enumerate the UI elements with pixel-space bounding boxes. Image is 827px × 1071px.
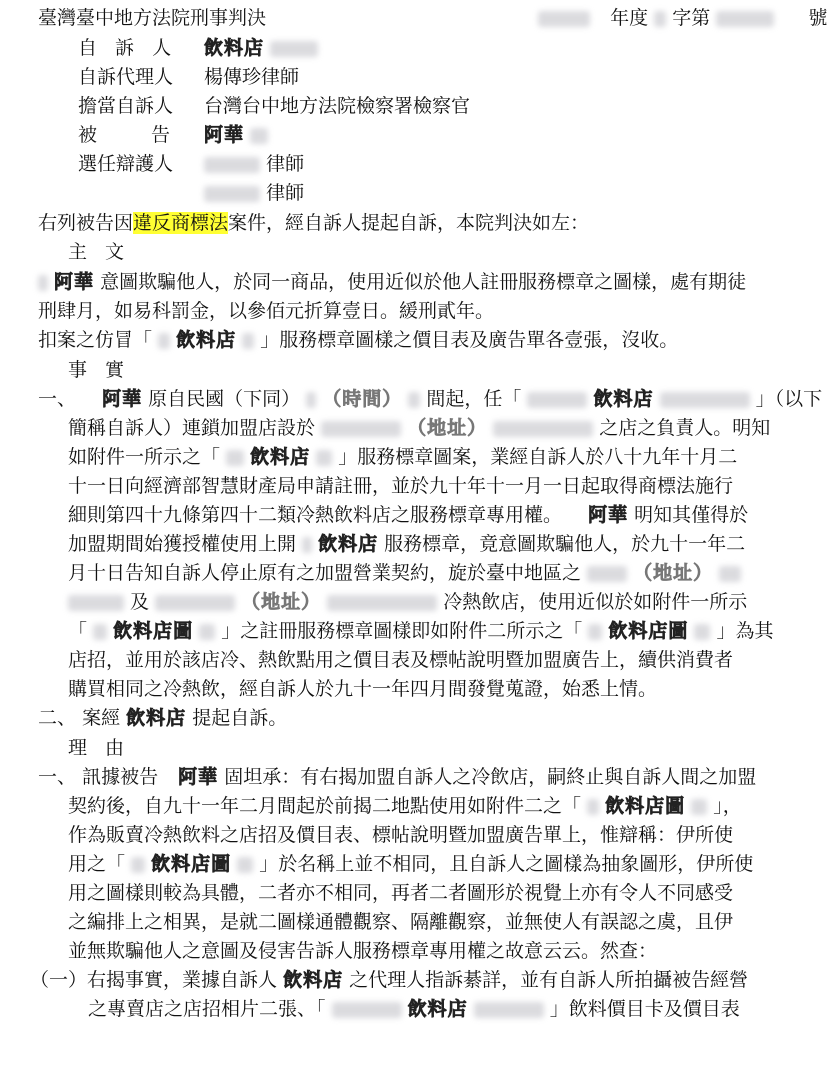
reasons-line-7: 並無欺騙他人之意圖及侵害告訴人服務標章專用權之故意云云。然查：	[68, 940, 658, 962]
section-reasons-title: 理 由	[68, 737, 131, 759]
text: 固坦承：有右揭加盟自訴人之冷飲店，嗣終止與自訴人間之加盟	[224, 766, 757, 788]
text: 月十日告知自訴人停止原有之加盟營業契約，旋於臺中地區之	[68, 562, 582, 584]
item-number: 二、	[38, 707, 77, 729]
redacted	[474, 1002, 544, 1018]
text: 」，	[713, 795, 742, 817]
redacted	[302, 537, 312, 553]
redacted	[270, 41, 318, 57]
reasons-line-2	[68, 794, 742, 818]
party-defense-1	[78, 152, 304, 176]
text: 」於名稱上並不相同，且自訴人之圖樣為抽象圖形，伊所使	[259, 853, 754, 875]
redacted	[408, 392, 420, 408]
main-line-3	[38, 328, 678, 352]
reasons-line-4	[68, 852, 753, 876]
party-name: 飲料店	[204, 37, 265, 59]
facts-line-10: 店招，並用於該店冷、熱飲點用之價目表及標帖說明暨加盟廣告上，續供消費者	[68, 649, 734, 671]
shop-logo-name: 飲料店圖	[151, 853, 232, 875]
text: 提起自訴。	[192, 707, 288, 729]
text: 訊據被告	[82, 766, 159, 788]
facts-line-11: 購買相同之冷熱飲，經自訴人於九十一年四月間發覺蒐證，始悉上情。	[68, 678, 658, 700]
text: 間起，任「	[426, 388, 522, 410]
shop-name: 飲料店	[283, 969, 344, 991]
defendant-name: 阿華	[588, 504, 629, 526]
redacted	[226, 450, 244, 466]
facts-line-12	[38, 706, 287, 730]
reasons-line-8	[30, 968, 748, 992]
party-plaintiff-agent	[78, 65, 299, 89]
redacted	[587, 566, 627, 582]
text: 冷熱飲店，使用近似於如附件一所示	[443, 591, 748, 613]
redacted-year	[538, 11, 590, 27]
text: 明知其僅得於	[634, 504, 749, 526]
shop-name: 飲料店	[407, 998, 468, 1020]
defendant-name: 阿華	[102, 388, 143, 410]
shop-logo-name: 飲料店圖	[113, 620, 194, 642]
redacted	[93, 624, 107, 640]
text: 」為其	[716, 620, 774, 642]
main-text: 意圖欺騙他人，於同一商品，使用近似於他人註冊服務標章之圖樣，處有期徒	[100, 271, 747, 293]
text: 」飲料價目卡及價目表	[549, 998, 740, 1020]
reasons-line-5: 用之圖樣則較為具體，二者亦不相同，再者二者圖形於視覺上亦有令人不同感受	[68, 882, 734, 904]
redacted	[691, 799, 707, 815]
text: 之專賣店之店招相片二張、「	[88, 998, 326, 1020]
party-name: 阿華	[204, 124, 245, 146]
defendant-name: 阿華	[54, 271, 95, 293]
reasons-line-6: 之編排上之相異，是就二圖樣通體觀察、隔離觀察，並無使人有誤認之虞，且伊	[68, 911, 734, 933]
intro-post: 案件，經自訴人提起自訴，本院判決如左：	[228, 212, 590, 234]
redacted	[204, 157, 260, 173]
text: 原自民國（下同）	[148, 388, 301, 410]
item-number: 一、	[38, 388, 77, 410]
text: 如附件一所示之「	[68, 446, 221, 468]
section-facts-title: 事 實	[68, 359, 131, 381]
redacted-number	[716, 11, 774, 27]
section-main-title: 主 文	[68, 241, 131, 263]
shop-name: 飲料店	[593, 388, 654, 410]
address-placeholder: （地址）	[241, 591, 322, 613]
text: 之代理人指訴綦詳，並有自訴人所拍攝被告經營	[349, 969, 749, 991]
facts-line-8	[68, 590, 747, 614]
redacted	[204, 186, 260, 202]
address-placeholder: （地址）	[633, 562, 714, 584]
party-acting-plaintiff	[78, 94, 470, 118]
intro-line	[38, 211, 589, 235]
redacted	[237, 857, 253, 873]
facts-line-2	[68, 416, 770, 440]
num-label: 號	[808, 7, 827, 29]
text: 」服務標章圖樣之價目表及廣告單各壹張，沒收。	[260, 329, 679, 351]
redacted	[38, 275, 48, 291]
redacted	[321, 421, 401, 437]
facts-line-4: 十一日向經濟部智慧財產局申請註冊，並於九十年十一月一日起取得商標法施行	[68, 475, 734, 497]
reasons-line-9	[88, 997, 740, 1021]
text: （一）右揭事實，業據自訴人	[30, 969, 278, 991]
party-name: 律師	[266, 182, 305, 204]
text: 」服務標章圖案，業經自訴人於八十九年十月二	[338, 446, 738, 468]
reasons-line-3: 作為販賣冷熱飲料之店招及價目表、標帖說明暨加盟廣告單上，惟辯稱：伊所使	[68, 824, 734, 846]
shop-logo-name: 飲料店圖	[605, 795, 686, 817]
party-role: 自 訴 人	[78, 37, 178, 59]
party-name: 台灣台中地方法院檢察署檢察官	[204, 95, 471, 117]
facts-line-3	[68, 445, 737, 469]
party-defendant	[78, 123, 268, 147]
redacted	[588, 624, 602, 640]
text: 加盟期間始獲授權使用上開	[68, 533, 297, 555]
defendant-name: 阿華	[178, 766, 219, 788]
text: 服務標章，竟意圖欺騙他人，於九十一年二	[384, 533, 746, 555]
facts-line-5	[68, 503, 748, 527]
intro-pre: 右列被告因	[38, 212, 134, 234]
text: 及	[130, 591, 150, 613]
facts-line-7	[68, 561, 741, 585]
facts-line-1	[38, 387, 822, 411]
redacted	[587, 799, 599, 815]
redacted	[155, 595, 235, 611]
redacted	[327, 595, 437, 611]
year-label: 年度	[610, 7, 649, 29]
text: 「	[68, 620, 88, 642]
court-title: 臺灣臺中地方法院刑事判決	[38, 7, 267, 29]
text: 契約後，自九十一年二月間起於前揭二地點使用如附件二之「	[68, 795, 582, 817]
shop-name: 飲料店	[318, 533, 379, 555]
item-number: 一、	[38, 766, 77, 788]
shop-name: 飲料店	[176, 329, 237, 351]
redacted	[306, 392, 316, 408]
redacted	[68, 595, 124, 611]
party-defense-2	[78, 181, 304, 205]
address-placeholder: （地址）	[407, 417, 488, 439]
redacted	[493, 421, 593, 437]
text: 之店之負責人。明知	[599, 417, 771, 439]
redacted	[316, 450, 332, 466]
char-label: 字第	[672, 7, 711, 29]
redacted	[250, 128, 268, 144]
header-line	[38, 6, 266, 30]
text: 細則第四十九條第四十二類冷熱飲料店之服務標章專用權。	[68, 504, 563, 526]
redacted	[242, 333, 254, 349]
text: 案經	[82, 707, 121, 729]
party-role: 自訴代理人	[78, 66, 174, 88]
party-role: 選任辯護人	[78, 153, 174, 175]
party-role: 擔當自訴人	[78, 95, 174, 117]
redacted	[660, 392, 750, 408]
party-name: 律師	[266, 153, 305, 175]
redacted	[158, 333, 170, 349]
shop-logo-name: 飲料店圖	[608, 620, 689, 642]
main-line-1	[38, 270, 746, 294]
facts-line-9	[68, 619, 773, 643]
reasons-line-1	[38, 765, 756, 789]
redacted	[719, 566, 741, 582]
text: 」之註冊服務標章圖樣即如附件二所示之「	[221, 620, 583, 642]
redacted	[332, 1002, 402, 1018]
party-role: 被 告	[78, 124, 195, 146]
redacted-char	[654, 11, 666, 27]
main-line-2: 刑肆月，如易科罰金，以參佰元折算壹日。緩刑貳年。	[38, 300, 495, 322]
party-plaintiff	[78, 36, 318, 60]
text: 用之「	[68, 853, 126, 875]
party-name: 楊傳珍律師	[204, 66, 300, 88]
redacted	[199, 624, 215, 640]
facts-line-6	[68, 532, 745, 556]
shop-name: 飲料店	[126, 707, 187, 729]
redacted	[131, 857, 145, 873]
time-placeholder: （時間）	[322, 388, 403, 410]
intro-highlight: 違反商標法	[133, 212, 229, 234]
case-number	[538, 6, 827, 30]
text: 簡稱自訴人）連鎖加盟店設於	[68, 417, 316, 439]
text: 」（以下	[755, 388, 823, 410]
redacted	[527, 392, 587, 408]
redacted	[694, 624, 710, 640]
text: 扣案之仿冒「	[38, 329, 153, 351]
shop-name: 飲料店	[250, 446, 311, 468]
